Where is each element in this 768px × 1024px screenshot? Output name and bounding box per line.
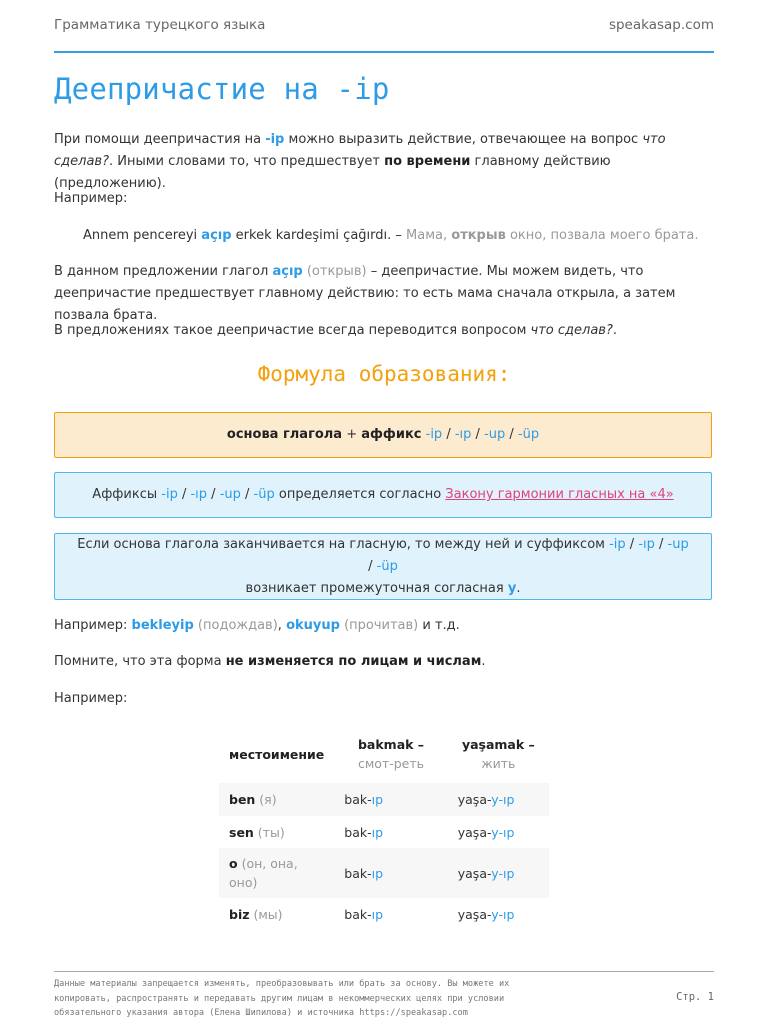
separator: /	[207, 487, 220, 502]
affix-ip-dotless: -ıp	[190, 487, 208, 502]
examples-text: и т.д.	[418, 618, 460, 633]
formula-title: Формула образования:	[257, 362, 511, 386]
intro-affix: -ip	[265, 132, 285, 147]
separator: /	[625, 536, 639, 552]
formula-affix-label: аффикс	[361, 427, 422, 442]
example-gloss: (прочитав)	[339, 618, 419, 633]
affix-up-umlaut: -üp	[517, 427, 540, 442]
examples-label: Например:	[54, 618, 132, 633]
affix-up: -up	[219, 487, 241, 502]
footer-line: копировать, распространять и передавать другим лицам в некоммерческих целях при условии	[54, 993, 505, 1004]
note-text: .	[612, 323, 617, 338]
column-header-bakmak	[334, 725, 447, 783]
example-label: Например:	[54, 691, 128, 706]
vowel-text: Если основа глагола заканчивается на гласную, то между ней и суффиксом	[77, 536, 610, 552]
pronoun-translation: (он, она, оно)	[229, 856, 298, 890]
explanation-text: В данном предложении глагол	[54, 264, 273, 279]
remember-bold: не изменяется по лицам и числам	[225, 654, 482, 669]
example-word: bekleyip	[131, 618, 194, 633]
table-row	[219, 898, 549, 931]
vowel-harmony-link[interactable]: Закону гармонии гласных на «4»	[445, 487, 674, 502]
conjugation-table	[219, 725, 549, 931]
intro-paragraph	[54, 129, 714, 195]
intro-text: можно выразить действие, отвечающее на вопрос	[284, 132, 643, 147]
formula-plus: +	[342, 427, 362, 442]
yasamak-cell	[448, 898, 549, 931]
pronoun-translation: (мы)	[249, 907, 283, 922]
header-verb: yaşamak –	[461, 737, 535, 752]
vowel-text: .	[516, 580, 521, 596]
pronoun: ben	[229, 792, 256, 807]
pronoun: biz	[229, 907, 250, 922]
yasamak-cell	[448, 848, 549, 898]
suffix: y-ıp	[491, 865, 515, 881]
suffix: y-ıp	[491, 824, 515, 840]
example-translation: Мама,	[406, 228, 452, 243]
explanation-gloss: (открыв)	[302, 264, 367, 279]
bakmak-cell	[334, 898, 447, 931]
separator: /	[177, 487, 191, 502]
vowel-text: возникает промежуточная согласная	[245, 580, 508, 596]
formula-box	[54, 412, 712, 458]
pronoun: o	[229, 856, 238, 871]
footer-divider	[54, 971, 714, 972]
stem: bak-	[344, 865, 372, 881]
suffix: ıp	[371, 824, 384, 840]
example-sentence	[83, 225, 698, 247]
pronoun: sen	[229, 824, 254, 840]
example-text: Annem pencereyi	[83, 228, 202, 243]
pronoun-cell	[219, 816, 334, 848]
suffix: y-ıp	[491, 907, 515, 922]
stem: yaşa-	[457, 865, 492, 881]
examples-paragraph	[54, 615, 714, 637]
affix-up: -up	[484, 427, 506, 442]
remember-paragraph	[54, 651, 714, 673]
table-row	[219, 783, 549, 816]
formula-base: основа глагола	[226, 427, 343, 442]
example-word: okuyup	[286, 618, 340, 633]
examples-text: ,	[277, 618, 287, 633]
affix-up-umlaut: -üp	[253, 487, 275, 502]
buffer-consonant: y	[507, 580, 517, 596]
example-translation: окно, позвала моего брата.	[505, 228, 699, 243]
affix-ip: -ip	[161, 487, 178, 502]
page-number: Стр. 1	[676, 991, 714, 1003]
remember-text: .	[481, 654, 486, 669]
example-text: erkek kardeşimi çağırdı. –	[231, 228, 407, 243]
example-translation-bold: открыв	[451, 228, 506, 243]
translation-note	[54, 320, 714, 342]
pronoun-translation: (я)	[255, 792, 277, 807]
page-header	[54, 0, 714, 53]
separator: /	[240, 487, 254, 502]
affix-ip-dotless: -ıp	[638, 536, 655, 552]
suffix: ıp	[371, 907, 384, 922]
column-header-pronoun: местоимение	[229, 746, 325, 762]
note-question: что сделав?	[530, 323, 613, 338]
footer-notice	[54, 977, 594, 1021]
stem: bak-	[344, 907, 372, 922]
stem: yaşa-	[457, 907, 492, 922]
affix-up-umlaut: -üp	[376, 558, 398, 574]
stem: bak-	[344, 792, 372, 807]
harmony-note-box	[54, 472, 712, 518]
yasamak-cell	[448, 783, 549, 816]
note-text: В предложениях такое деепричастие всегда переводится вопросом	[54, 323, 531, 338]
bakmak-cell	[334, 848, 447, 898]
harmony-text: определяется согласно	[274, 487, 446, 502]
stem: bak-	[344, 824, 372, 840]
suffix: ıp	[371, 792, 384, 807]
separator: /	[442, 427, 455, 442]
bakmak-cell	[334, 816, 447, 848]
suffix: y-ıp	[491, 792, 515, 807]
header-verb: bakmak –	[357, 737, 425, 752]
affix-ip: -ip	[425, 427, 443, 442]
pronoun-cell	[219, 848, 334, 898]
separator: /	[505, 427, 518, 442]
stem: yaşa-	[457, 792, 492, 807]
separator: /	[368, 558, 377, 574]
intro-question: что сделав?	[54, 132, 666, 169]
example-word: açıp	[201, 228, 232, 243]
column-header-yasamak	[448, 725, 549, 783]
stem: yaşa-	[457, 824, 492, 840]
example-label: Например:	[54, 191, 128, 206]
intro-text: . Иными словами то, что предшествует	[108, 154, 385, 169]
intro-text: главному действию (предложению).	[54, 154, 611, 191]
separator: /	[654, 536, 668, 552]
table-header-row	[219, 725, 549, 783]
intro-bold: по времени	[384, 154, 471, 169]
remember-text: Помните, что эта форма	[54, 654, 226, 669]
affix-ip: -ip	[609, 536, 626, 552]
explanation-text: – деепричастие. Мы можем видеть, что деепричастие предшествует главному действию: то есть мама сначала открыла, а затем позвала брата.	[54, 264, 676, 323]
footer-line: обязательного указания автора (Елена Шипилова) и источника https://speakasap.com	[54, 1008, 468, 1018]
page-title: Деепричастие на -ip	[54, 72, 390, 106]
header-translation: жить	[481, 756, 516, 771]
intro-text: При помощи деепричастия на	[54, 132, 266, 147]
harmony-text: Аффиксы	[92, 487, 162, 502]
affix-up: -up	[667, 536, 689, 552]
separator: /	[471, 427, 485, 442]
table-row	[219, 816, 549, 848]
header-site: speakasap.com	[608, 16, 714, 33]
explanation-paragraph	[54, 261, 714, 327]
pronoun-cell	[219, 783, 334, 816]
header-title: Грамматика турецкого языка	[54, 16, 266, 33]
example-gloss: (подождав)	[193, 618, 278, 633]
vowel-note-box	[54, 533, 712, 600]
table-row	[219, 848, 549, 898]
pronoun-translation: (ты)	[253, 824, 285, 840]
explanation-word: açıp	[272, 264, 303, 279]
yasamak-cell	[448, 816, 549, 848]
suffix: ıp	[371, 865, 384, 881]
bakmak-cell	[334, 783, 447, 816]
affix-ip-dotless: -ıp	[454, 427, 472, 442]
header-translation: смот-реть	[358, 756, 425, 771]
pronoun-cell	[219, 898, 334, 931]
footer-line: Данные материалы запрещается изменять, преобразовывать или брать за основу. Вы можете их	[54, 979, 510, 989]
